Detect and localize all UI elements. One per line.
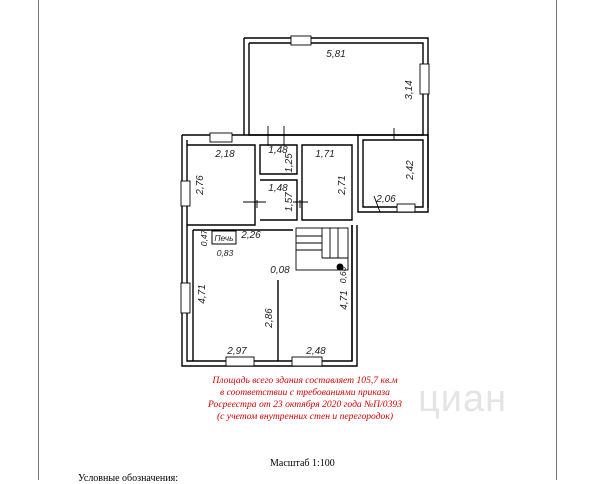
legend-title: Условные обозначения: [78, 473, 179, 484]
stair-steps [296, 228, 348, 258]
dim-kitchen-height: 2,86 [264, 308, 275, 328]
dim-right-room-height: 2,42 [405, 160, 416, 180]
window-living-bottom [226, 357, 254, 366]
dim-living-height-right: 4,71 [339, 290, 350, 310]
window-left-side [181, 181, 190, 206]
stove-label: Печь [214, 233, 234, 243]
area-note-line3: Росреестра от 23 октября 2020 года №П/0393 [208, 399, 402, 410]
scale-label: Масштаб 1:100 [270, 458, 335, 469]
window-living-side [181, 283, 190, 313]
dim-right-room-width: 2,06 [376, 194, 396, 205]
area-note-line1: Площадь всего здания составляет 105,7 кв.м [212, 375, 398, 386]
dim-room-mid-height: 2,71 [337, 175, 348, 195]
window-top-right [420, 64, 429, 94]
dim-living-width-bottom: 2,97 [227, 346, 247, 357]
window-kitchen-bottom [292, 357, 322, 366]
window-left-room [210, 133, 232, 142]
window-top [291, 36, 311, 45]
door-mid [293, 200, 308, 208]
dim-bath-height: 1,25 [284, 153, 295, 173]
dim-living-height-left: 4,71 [197, 284, 208, 304]
doors [243, 126, 394, 212]
wall-main-outer [182, 135, 357, 366]
area-note-line2: в соответствии с требованиями приказа [220, 387, 390, 398]
dim-top-room-width: 5,81 [326, 49, 346, 60]
dim-room-left-width: 2,18 [215, 149, 235, 160]
dim-room-left-height: 2,76 [195, 175, 206, 195]
dim-corridor-height: 1,57 [284, 192, 295, 212]
dim-living-gap: 0,08 [270, 265, 290, 276]
dim-bath-width: 1,48 [268, 145, 288, 156]
dim-stove-height: 0,47 [199, 229, 209, 247]
dim-top-room-height: 3,14 [404, 80, 415, 100]
dim-kitchen-width: 2,48 [306, 346, 326, 357]
dimension-labels [195, 49, 416, 357]
dim-stair-width: 0,63 [338, 266, 348, 284]
staircase [296, 228, 348, 270]
dim-corridor-width: 1,48 [268, 183, 288, 194]
door-top [268, 126, 284, 146]
window-right-room [397, 204, 415, 212]
area-note [180, 375, 430, 423]
dim-stove-width: 0,83 [216, 248, 234, 258]
area-note-line4: (с учетом внутренних стен и перегородок) [216, 411, 394, 422]
dim-living-width-top: 2,26 [241, 230, 261, 241]
dim-room-mid-width: 1,71 [315, 149, 335, 160]
watermark: циан [418, 378, 508, 420]
